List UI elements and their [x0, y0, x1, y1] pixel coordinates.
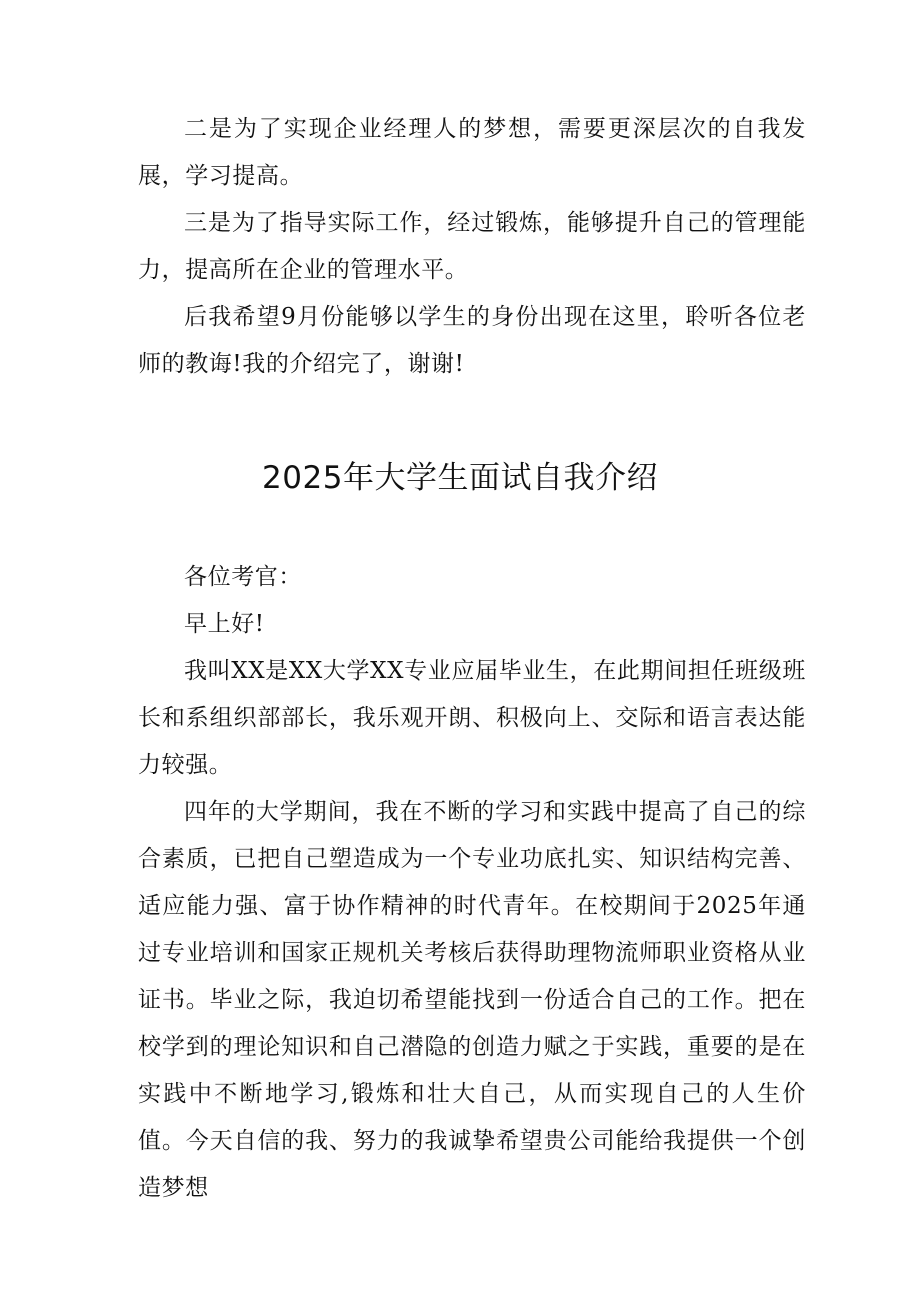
- main-section: [138, 554, 806, 1212]
- paragraph-university-experience: 四年的大学期间，我在不断的学习和实践中提高了自己的综合素质，已把自己塑造成为一个专业功底扎实、知识结构完善、适应能力强、富于协作精神的时代青年。在校期间于2025年通过专业培训和国家正规机关考核后获得助理物流师职业资格从业证书。毕业之际，我迫切希望能找到一份适合自己的工作。把在校学到的理论知识和自己潜隐的创造力赋之于实践，重要的是在实践中不断地学习,锻炼和壮大自己，从而实现自己的人生价值。今天自信的我、努力的我诚挚希望贵公司能给我提供一个创造梦想: [138, 799, 806, 1201]
- top-section: [138, 106, 806, 388]
- paragraph-second-reason: 二是为了实现企业经理人的梦想，需要更深层次的自我发展，学习提高。: [138, 116, 806, 189]
- document-title: 2025年大学生面试自我介绍: [262, 460, 658, 496]
- paragraph-greeting-examiners: 各位考官：: [184, 564, 302, 590]
- paragraph-good-morning: 早上好!: [184, 611, 265, 637]
- paragraph-closing: 后我希望9月份能够以学生的身份出现在这里，聆听各位老师的教诲!我的介绍完了，谢谢!: [138, 304, 806, 377]
- paragraph-third-reason: 三是为了指导实际工作，经过锻炼，能够提升自己的管理能力，提高所在企业的管理水平。: [138, 210, 806, 283]
- paragraph-introduction: 我叫XX是XX大学XX专业应届毕业生，在此期间担任班级班长和系组织部部长，我乐观开朗、积极向上、交际和语言表达能力较强。: [138, 658, 806, 778]
